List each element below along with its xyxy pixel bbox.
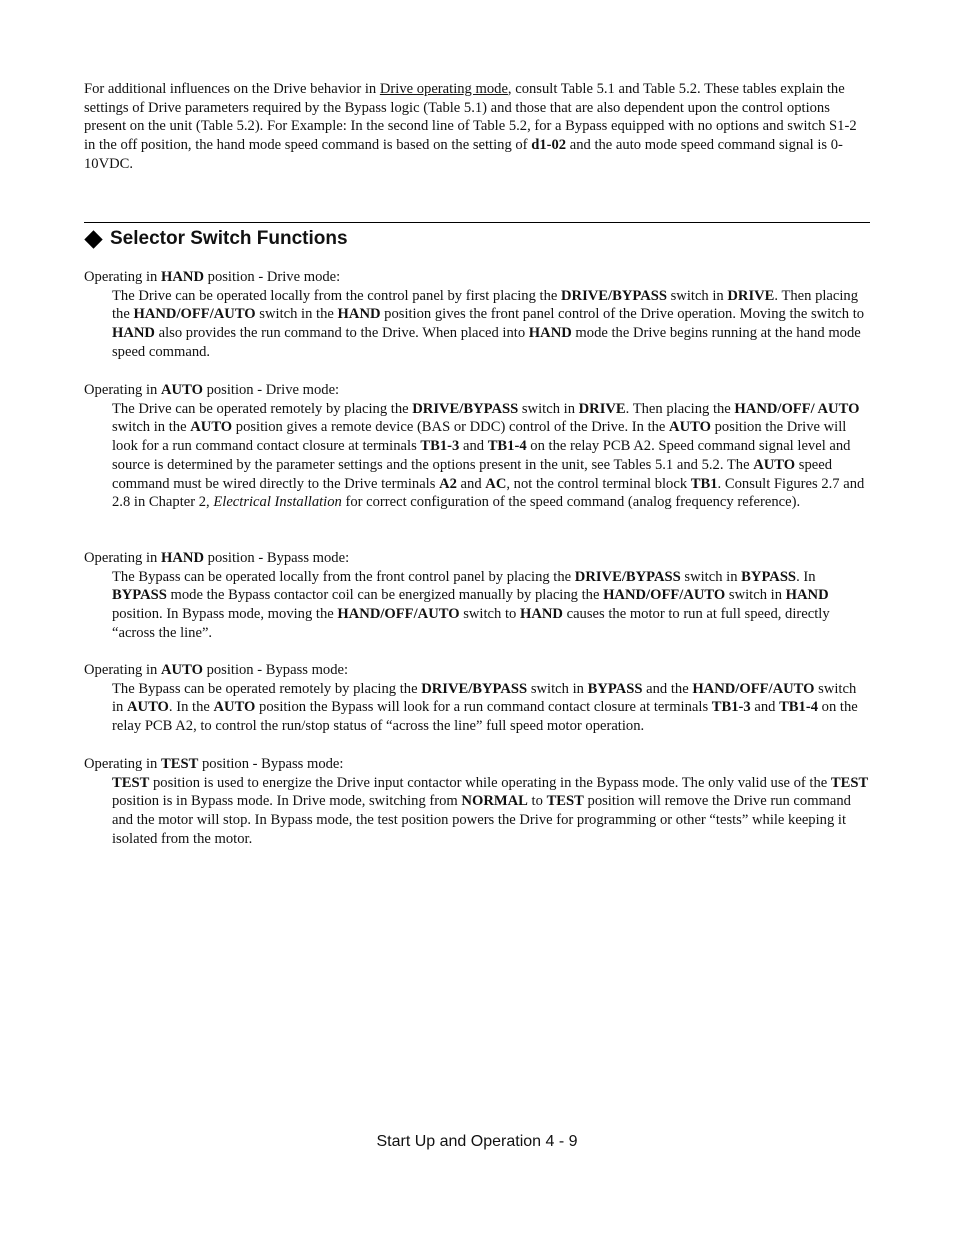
section-lead: Operating in HAND position - Bypass mode: bbox=[84, 550, 350, 566]
test-bypass-mode-section bbox=[84, 755, 870, 849]
section-body: The Bypass can be operated locally from the front control panel by placing the DRIVE/BYPASS switch in BYPASS. In BYPASS mode the Bypass contactor coil can be energized manually by placing the HAND/OFF/AUTO switch in HAND position. In Bypass mode, moving the HAND/OFF/AUTO switch to HAND causes the motor to run at full speed, directly “across the line”. bbox=[112, 568, 830, 641]
auto-bypass-mode-section bbox=[84, 661, 870, 736]
hand-drive-mode-section bbox=[84, 268, 870, 362]
intro-paragraph bbox=[84, 80, 870, 174]
auto-drive-mode-section bbox=[84, 381, 870, 512]
section-body: The Drive can be operated locally from the control panel by first placing the DRIVE/BYPASS switch in DRIVE. Then placing the HAND/OFF/AUTO switch in the HAND position gives the front panel control of the Drive operation. Moving the switch to HAND also provides the run command to the Drive. When placed into HAND mode the Drive begins running at the hand mode speed command. bbox=[112, 287, 865, 360]
section-divider bbox=[84, 222, 870, 223]
hand-bypass-mode-section bbox=[84, 549, 870, 643]
section-lead: Operating in AUTO position - Bypass mode: bbox=[84, 662, 349, 678]
section-body: TEST position is used to energize the Drive input contactor while operating in the Bypass mode. The only valid use of the TEST position is in Bypass mode. In Drive mode, switching from NORMAL to TEST position will remove the Drive run command and the motor will stop. In Bypass mode, the test position powers the Drive for programming or other “tests” while keeping it isolated from the motor. bbox=[112, 774, 869, 847]
page-footer: Start Up and Operation 4 - 9 bbox=[376, 1133, 578, 1150]
section-body: The Drive can be operated remotely by placing the DRIVE/BYPASS switch in DRIVE. Then placing the HAND/OFF/ AUTO switch in the AUTO position gives a remote device (BAS or DDC) control of the Drive. In the AUTO position the Drive will look for a run command contact closure at terminals TB1-3 and TB1-4 on the relay PCB A2. Speed command signal level and source is determined by the parameter settings and the options present in the unit, see Tables 5.1 and 5.2. The AUTO speed command must be wired directly to the Drive terminals A2 and AC, not the control terminal block TB1. Consult Figures 2.7 and 2.8 in Chapter 2, Electrical Installation for correct configuration of the speed command (analog frequency reference). bbox=[112, 400, 865, 511]
chapter-reference: Electrical Installation bbox=[213, 494, 342, 511]
section-lead: Operating in AUTO position - Drive mode: bbox=[84, 382, 340, 398]
param-d1-02: d1-02 bbox=[531, 137, 567, 154]
section-lead: Operating in HAND position - Drive mode: bbox=[84, 269, 341, 285]
intro-text: and the auto mode speed command signal is 0-10VDC. bbox=[84, 137, 843, 172]
intro-text: , consult Table 5.1 and Table 5.2. These tables explain the settings of Drive parameters required by the Bypass logic (Table 5.1) and those that are also dependent upon the control options present on the unit (Table 5.2). For Example: In the second line of Table 5.2, for a Bypass equipped with no options and switch S1-2 in the off position, the hand mode speed command is based on the setting of bbox=[84, 81, 857, 154]
section-lead: Operating in TEST position - Bypass mode: bbox=[84, 756, 344, 772]
section-heading bbox=[84, 227, 348, 251]
section-heading-text: Selector Switch Functions bbox=[110, 228, 348, 249]
intro-text: For additional influences on the Drive behavior in bbox=[84, 81, 380, 97]
section-body: The Bypass can be operated remotely by placing the DRIVE/BYPASS switch in BYPASS and the HAND/OFF/AUTO switch in AUTO. In the AUTO position the Bypass will look for a run command contact closure at terminals TB1-3 and TB1-4 on the relay PCB A2, to control the run/stop status of “across the line” full speed motor operation. bbox=[112, 680, 858, 735]
drive-operating-mode-link[interactable]: Drive operating mode bbox=[379, 81, 508, 97]
diamond-bullet-icon bbox=[84, 230, 102, 248]
